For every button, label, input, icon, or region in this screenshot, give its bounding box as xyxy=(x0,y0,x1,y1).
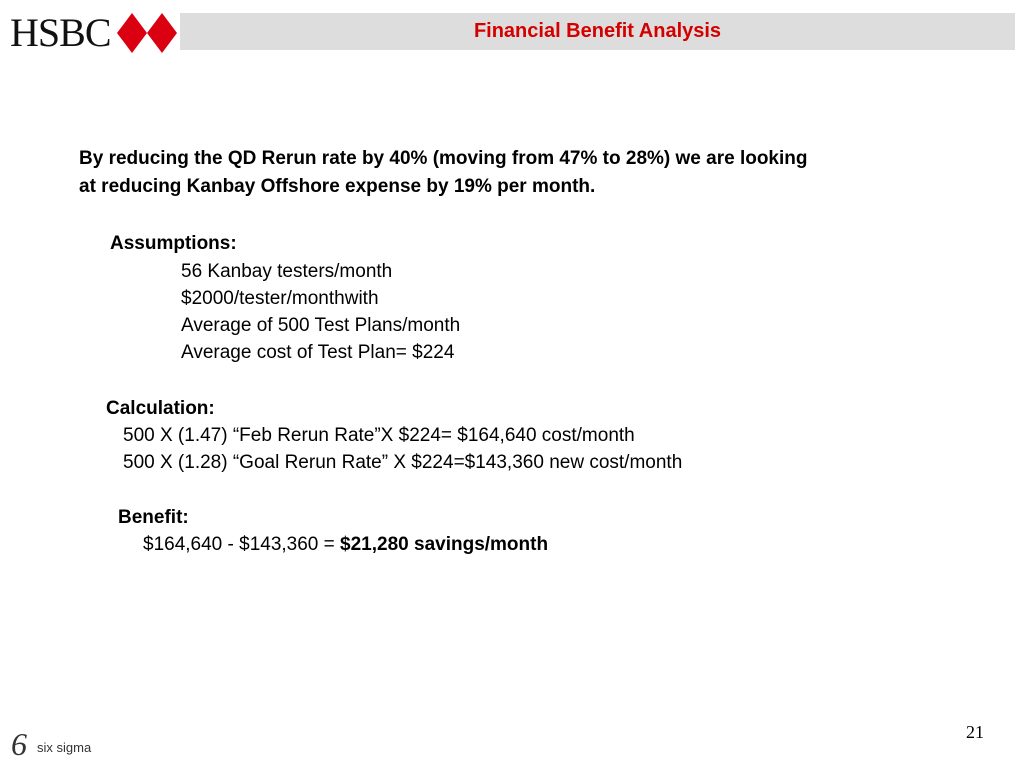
benefit-result: $21,280 savings/month xyxy=(340,534,549,555)
benefit-line xyxy=(143,534,548,556)
six-sigma-logo xyxy=(10,728,91,758)
title-bar xyxy=(180,13,1015,50)
page-number: 21 xyxy=(966,722,984,742)
benefit-formula: $164,640 - $143,360 = xyxy=(143,534,341,555)
assumption-item: 56 Kanbay testers/month xyxy=(181,261,393,282)
six-sigma-label: six sigma xyxy=(37,740,92,755)
benefit-heading: Benefit: xyxy=(118,507,189,528)
intro-line-2: at reducing Kanbay Offshore expense by 19% per month. xyxy=(79,176,596,197)
assumptions-heading: Assumptions: xyxy=(110,233,237,254)
six-sigma-icon xyxy=(10,728,36,758)
intro-paragraph xyxy=(79,145,979,201)
hsbc-wordmark: HSBC xyxy=(10,10,111,55)
page-title: Financial Benefit Analysis xyxy=(473,20,722,42)
six-sigma-glyph: 6 xyxy=(11,728,27,758)
hsbc-logo xyxy=(10,12,177,54)
hsbc-hexagon-icon xyxy=(117,13,177,53)
calculation-line: 500 X (1.47) “Feb Rerun Rate”X $224= $164,640 cost/month xyxy=(123,425,635,446)
calculation-line: 500 X (1.28) “Goal Rerun Rate” X $224=$143,360 new cost/month xyxy=(123,452,683,473)
assumption-item: $2000/tester/monthwith xyxy=(181,288,379,309)
intro-line-1: By reducing the QD Rerun rate by 40% (moving from 47% to 28%) we are looking xyxy=(79,148,808,169)
assumption-item: Average of 500 Test Plans/month xyxy=(181,315,461,336)
assumption-item: Average cost of Test Plan= $224 xyxy=(181,342,455,363)
calculation-heading: Calculation: xyxy=(106,398,215,419)
